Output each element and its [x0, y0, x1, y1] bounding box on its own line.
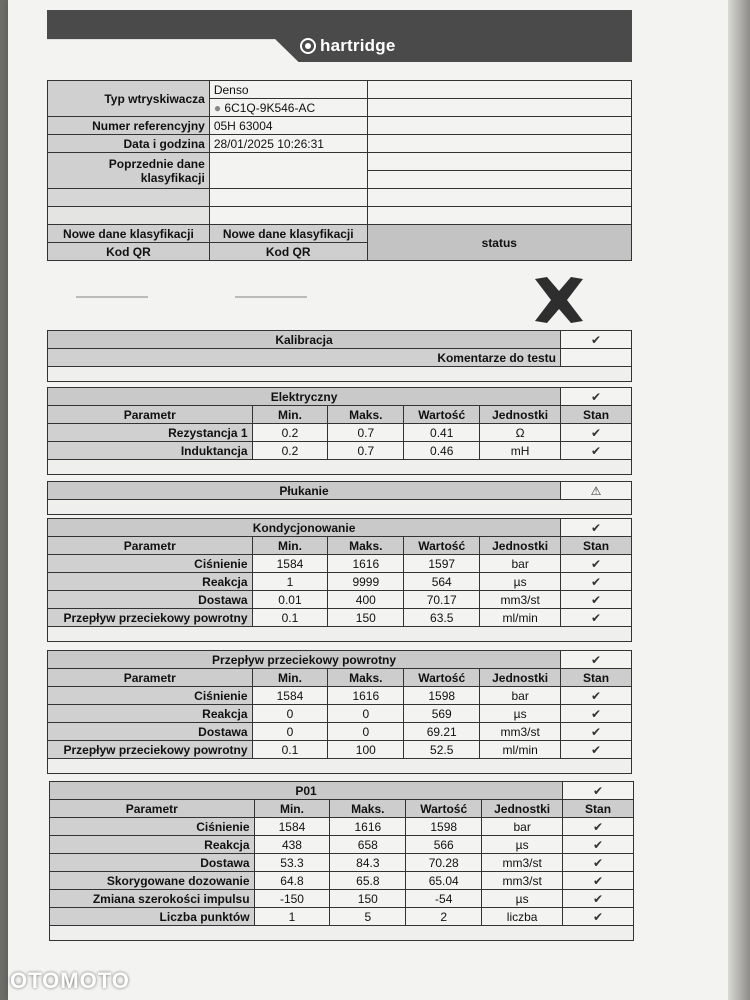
check-icon: ✔: [561, 741, 632, 759]
check-icon: ✔: [563, 890, 634, 908]
plukanie-section: [47, 481, 632, 515]
kalibracja-title: Kalibracja: [48, 331, 561, 349]
injector-type-label: Typ wtryskiwacza: [48, 81, 210, 117]
table-row: Reakcja 0 0 569 µs ✔: [48, 705, 632, 723]
hartridge-logo-icon: [300, 38, 316, 54]
brand-name: hartridge: [320, 36, 396, 55]
table-row: Reakcja 438 658 566 µs ✔: [50, 836, 634, 854]
table-row: Liczba punktów 1 5 2 liczba ✔: [50, 908, 634, 926]
otomoto-watermark: OTOMOTO: [10, 968, 130, 993]
check-icon: ✔: [561, 591, 632, 609]
check-icon: ✔: [563, 818, 634, 836]
ref-number-label: Numer referencyjny: [48, 117, 210, 135]
check-icon: ✔: [563, 872, 634, 890]
warning-icon: ⚠: [561, 482, 632, 500]
p01-title: P01: [50, 782, 563, 800]
injector-brand: Denso: [209, 81, 367, 99]
table-row: Zmiana szerokości impulsu -150 150 -54 µs ✔: [50, 890, 634, 908]
elektryczny-section: Elektryczny ✔ Parametr Min. Maks. Wartość Jednostki Stan Rezystancja 1 0.2 0.7 0.41 Ω ✔ Induktancja 0.2 0.7 0.46 mH ✔: [47, 387, 632, 475]
injector-code: 6C1Q-9K546-AC: [224, 100, 316, 115]
check-icon: ✔: [563, 836, 634, 854]
injector-info-table: [47, 80, 632, 261]
table-row: Skorygowane dozowanie 64.8 65.8 65.04 mm3/st ✔: [50, 872, 634, 890]
table-row: Przepływ przeciekowy powrotny 0.1 100 52.5 ml/min ✔: [48, 741, 632, 759]
przeplyw-title: Przepływ przeciekowy powrotny: [48, 651, 561, 669]
table-row: Reakcja 1 9999 564 µs ✔: [48, 573, 632, 591]
elektryczny-title: Elektryczny: [48, 388, 561, 406]
paper-edge: [728, 0, 750, 1000]
check-icon: ✔: [561, 424, 632, 442]
p01-section: P01 ✔ Parametr Min. Maks. Wartość Jednostki Stan Ciśnienie 1584 1616 1598 bar ✔ Reakcja 438 658 566 µs ✔ Dostawa 53.3 84.3 70.28 mm3/st ✔ Skorygowane dozowanie 64.8 65.8 65.04 mm3/st ✔ Zmiana szerokości impulsu -150 150 -54 µs ✔ Liczba punktów 1 5 2 liczba ✔: [49, 781, 634, 941]
comment-label: Komentarze do testu: [48, 349, 561, 367]
elektryczny-check-icon: ✔: [561, 388, 632, 406]
qr-label-2: Kod QR: [209, 243, 367, 261]
table-row: Ciśnienie 1584 1616 1598 bar ✔: [48, 687, 632, 705]
check-icon: ✔: [563, 854, 634, 872]
kondycjonowanie-check-icon: ✔: [561, 519, 632, 537]
comment-value: [561, 349, 632, 367]
hartridge-logo: [300, 36, 395, 56]
datetime: 28/01/2025 10:26:31: [209, 135, 367, 153]
prev-class-label: Poprzednie dane klasyfikacji: [48, 153, 210, 189]
check-icon: ✔: [561, 555, 632, 573]
kalibracja-section: [47, 330, 632, 382]
plukanie-title: Płukanie: [48, 482, 561, 500]
kondycjonowanie-section: Kondycjonowanie ✔ Parametr Min. Maks. Wartość Jednostki Stan Ciśnienie 1584 1616 1597 bar ✔ Reakcja 1 9999 564 µs ✔ Dostawa 0.01 400 70.17 mm3/st ✔ Przepływ przeciekowy powrotny 0.1 150 63.5 ml/min ✔: [47, 518, 632, 642]
table-row: Przepływ przeciekowy powrotny 0.1 150 63.5 ml/min ✔: [48, 609, 632, 627]
check-icon: ✔: [561, 705, 632, 723]
status-label: status: [367, 225, 631, 261]
fail-x-icon: [531, 275, 587, 325]
check-icon: ✔: [561, 573, 632, 591]
signature-line-2: [235, 296, 307, 298]
ref-number: 05H 63004: [209, 117, 367, 135]
datetime-label: Data i godzina: [48, 135, 210, 153]
check-icon: ✔: [561, 609, 632, 627]
table-row: Rezystancja 1 0.2 0.7 0.41 Ω ✔: [48, 424, 632, 442]
table-row: Ciśnienie 1584 1616 1597 bar ✔: [48, 555, 632, 573]
new-class-label-2: Nowe dane klasyfikacji: [209, 225, 367, 243]
p01-check-icon: ✔: [563, 782, 634, 800]
qr-label-1: Kod QR: [48, 243, 210, 261]
signature-line-1: [76, 296, 148, 298]
przeplyw-section: Przepływ przeciekowy powrotny ✔ Parametr Min. Maks. Wartość Jednostki Stan Ciśnienie 1584 1616 1598 bar ✔ Reakcja 0 0 569 µs ✔ Dostawa 0 0 69.21 mm3/st ✔ Przepływ przeciekowy powrotny 0.1 100 52.5 ml/min ✔: [47, 650, 632, 774]
table-row: Induktancja 0.2 0.7 0.46 mH ✔: [48, 442, 632, 460]
przeplyw-check-icon: ✔: [561, 651, 632, 669]
table-row: Dostawa 53.3 84.3 70.28 mm3/st ✔: [50, 854, 634, 872]
table-row: Dostawa 0.01 400 70.17 mm3/st ✔: [48, 591, 632, 609]
check-icon: ✔: [561, 723, 632, 741]
bullet-icon: ●: [213, 100, 222, 115]
table-row: Ciśnienie 1584 1616 1598 bar ✔: [50, 818, 634, 836]
new-class-label-1: Nowe dane klasyfikacji: [48, 225, 210, 243]
check-icon: ✔: [561, 442, 632, 460]
check-icon: ✔: [561, 687, 632, 705]
check-icon: ✔: [563, 908, 634, 926]
table-row: Dostawa 0 0 69.21 mm3/st ✔: [48, 723, 632, 741]
kondycjonowanie-title: Kondycjonowanie: [48, 519, 561, 537]
kalibracja-check-icon: ✔: [561, 331, 632, 349]
